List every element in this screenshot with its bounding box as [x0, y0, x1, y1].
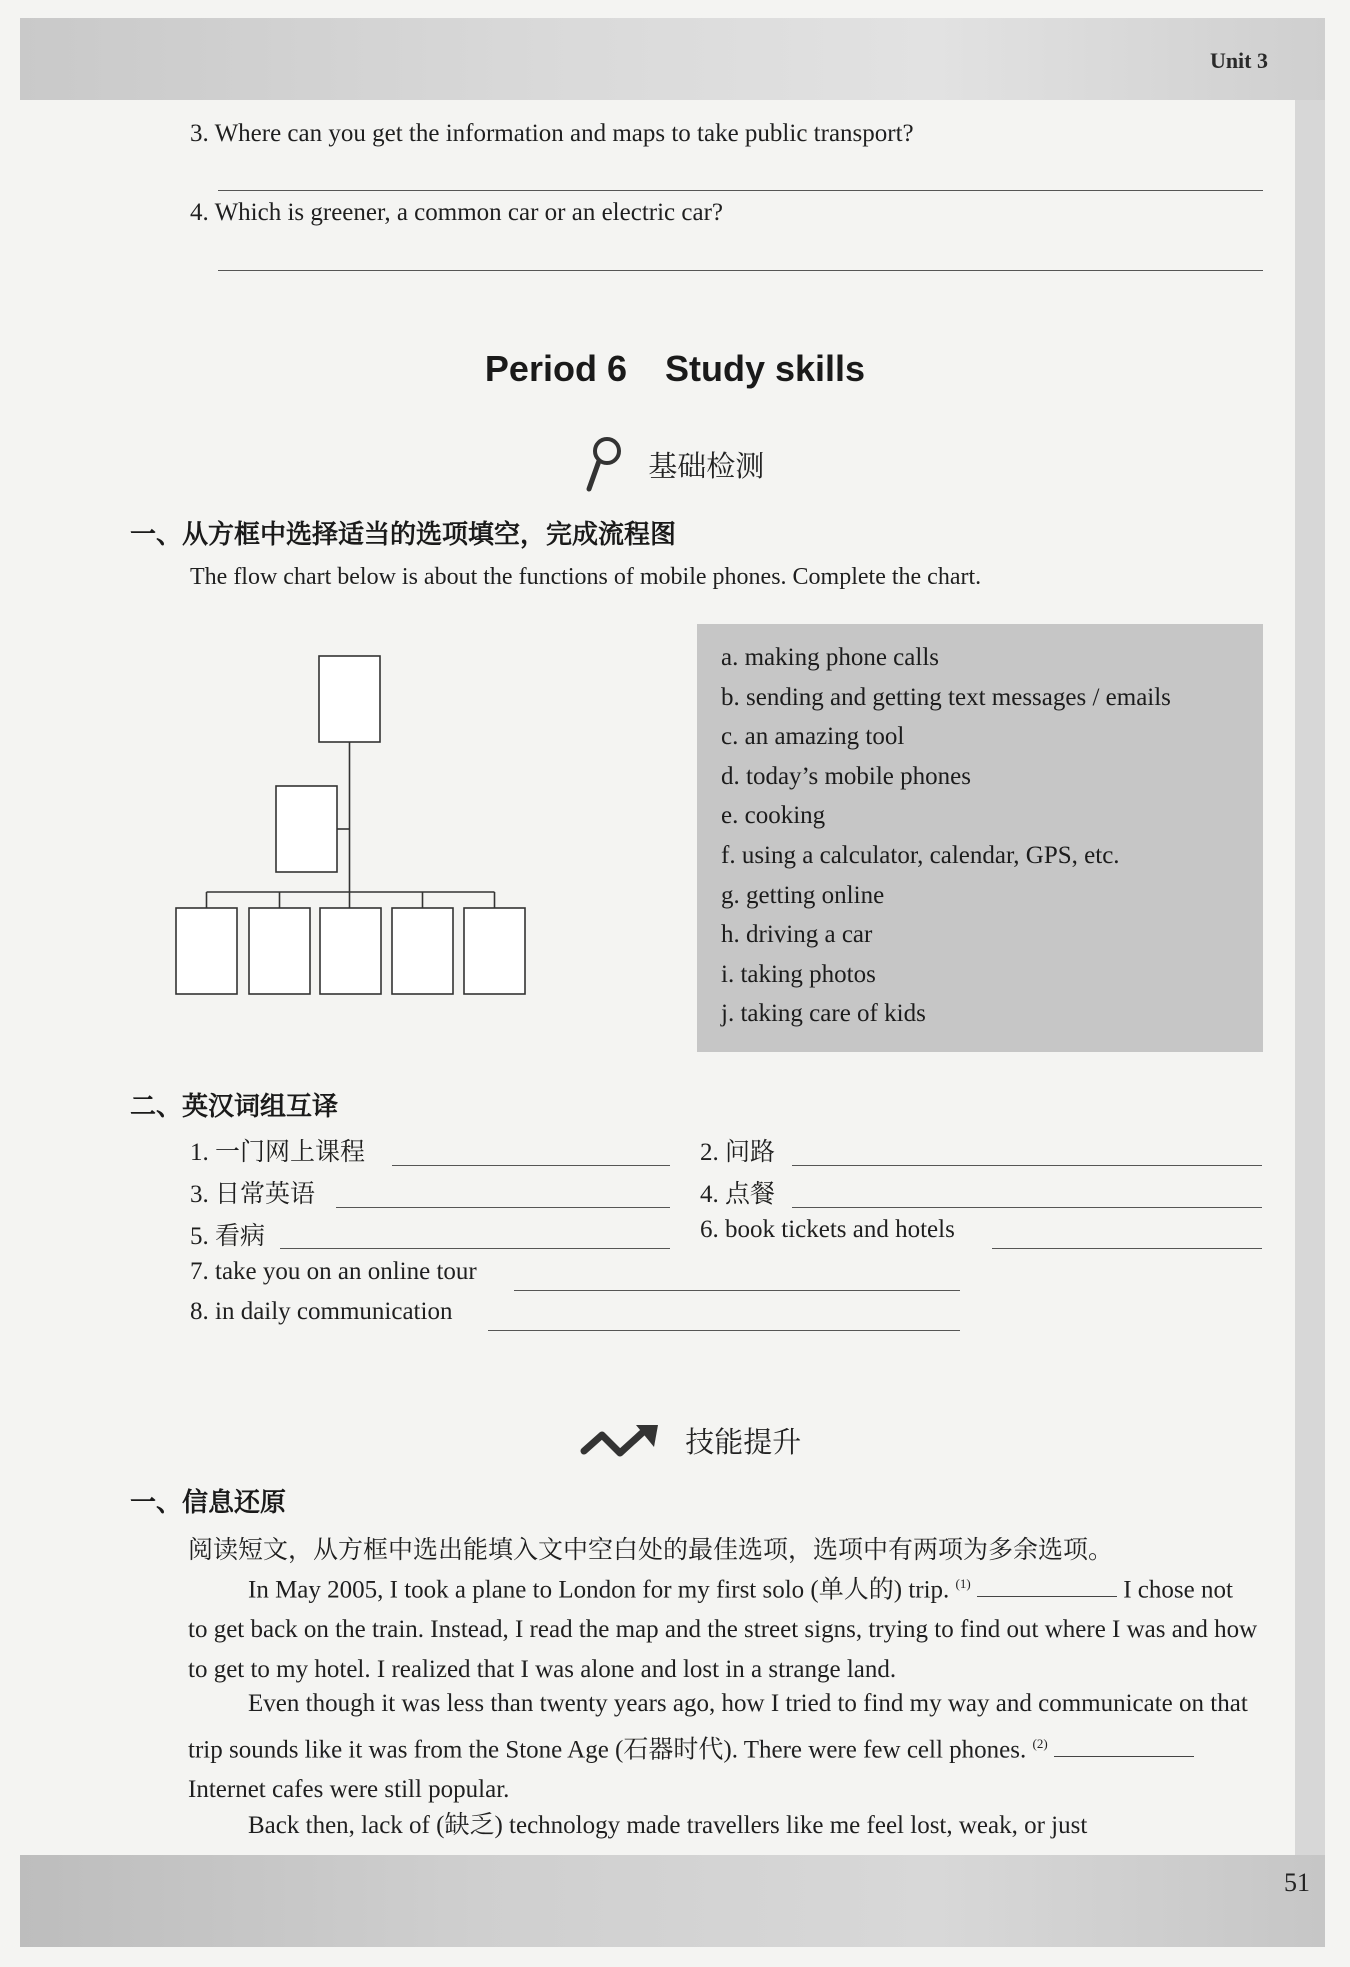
- translation-item-5: 5. 看病: [190, 1223, 266, 1250]
- passage-text: Even though it was less than twenty years ago, how I tried to find my way and communicate on that trip sounds like it was from the Stone Age (石器时代). There were few cell phones.: [188, 1690, 1248, 1764]
- question-3: [190, 120, 914, 148]
- translation-item-6: 6. book tickets and hotels: [700, 1216, 955, 1243]
- banner-skill-label: 技能提升: [685, 1425, 802, 1459]
- chart-box-leaf-4[interactable]: [392, 908, 453, 994]
- passage-text: Internet cafes were still popular.: [188, 1776, 510, 1804]
- chart-box-mid[interactable]: [276, 786, 337, 872]
- passage-paragraph-2: [188, 1684, 1258, 1810]
- period-topic: Study skills: [665, 348, 866, 389]
- option-item: c. an amazing tool: [721, 723, 905, 751]
- answer-line[interactable]: [392, 1165, 670, 1166]
- magnifier-icon: [585, 435, 625, 493]
- option-item: b. sending and getting text messages / emails: [721, 683, 1171, 711]
- period-title: [0, 348, 1350, 390]
- question-4: [190, 199, 723, 227]
- chart-box-leaf-2[interactable]: [249, 908, 310, 994]
- translation-item-4: 4. 点餐: [700, 1181, 776, 1208]
- question-text: Which is greener, a common car or an electric car?: [214, 199, 723, 226]
- option-item: a. making phone calls: [721, 644, 939, 671]
- answer-line[interactable]: [792, 1165, 1262, 1166]
- answer-line[interactable]: [488, 1330, 960, 1331]
- section1-heading: 一、从方框中选择适当的选项填空，完成流程图: [130, 520, 677, 550]
- passage-paragraph-3: Back then, lack of (缺乏) technology made travellers like me feel lost, weak, or just: [248, 1812, 1088, 1839]
- footer-band: [20, 1855, 1325, 1947]
- header-band: [20, 18, 1325, 100]
- question-number: 3.: [190, 120, 209, 147]
- answer-line[interactable]: [280, 1248, 670, 1249]
- period-label: Period 6: [484, 348, 627, 389]
- section3-instruction: 阅读短文，从方框中选出能填入文中空白处的最佳选项，选项中有两项为多余选项。: [188, 1537, 1114, 1564]
- answer-line[interactable]: [218, 270, 1263, 271]
- trend-arrow-icon: [580, 1421, 662, 1461]
- chart-box-leaf-5[interactable]: [464, 908, 525, 994]
- question-number: 4.: [190, 199, 209, 226]
- option-item: f. using a calculator, calendar, GPS, etc.: [721, 841, 1120, 869]
- banner-basic: [585, 435, 764, 493]
- section1-instruction: The flow chart below is about the functions of mobile phones. Complete the chart.: [190, 564, 982, 590]
- translation-item-3: 3. 日常英语: [190, 1181, 316, 1208]
- translation-item-7: 7. take you on an online tour: [190, 1258, 477, 1285]
- answer-blank[interactable]: [977, 1574, 1117, 1597]
- translation-item-1: 1. 一门网上课程: [190, 1139, 366, 1166]
- answer-line[interactable]: [514, 1290, 960, 1291]
- passage-text: I chose not to get back on the train. Instead, I read the map and the street signs, trying to find out where I was and how to get to my hotel. I realized that I was alone and lost in a strange land.: [188, 1576, 1258, 1684]
- option-item: d. today’s mobile phones: [721, 762, 971, 790]
- section3-heading: 一、信息还原: [130, 1488, 287, 1518]
- answer-line[interactable]: [218, 190, 1263, 191]
- section2-heading: 二、英汉词组互译: [130, 1092, 339, 1122]
- page-number: 51: [1284, 1868, 1310, 1897]
- answer-line[interactable]: [336, 1207, 670, 1208]
- option-item: g. getting online: [721, 881, 885, 909]
- options-box: [697, 624, 1263, 1052]
- chart-box-leaf-3[interactable]: [320, 908, 381, 994]
- translation-item-8: 8. in daily communication: [190, 1298, 453, 1325]
- chart-connectors: [207, 742, 495, 908]
- option-item: j. taking care of kids: [721, 1000, 926, 1028]
- translation-item-2: 2. 问路: [700, 1139, 776, 1166]
- blank-marker: (1): [955, 1576, 971, 1591]
- flow-chart: [170, 650, 540, 1007]
- unit-label: Unit 3: [1209, 48, 1268, 73]
- banner-skill: [580, 1420, 801, 1461]
- option-item: e. cooking: [721, 802, 826, 830]
- option-item: i. taking photos: [721, 960, 876, 988]
- banner-basic-label: 基础检测: [648, 448, 765, 483]
- answer-blank[interactable]: [1054, 1734, 1194, 1757]
- answer-line[interactable]: [792, 1207, 1262, 1208]
- passage-text: In May 2005, I took a plane to London for my first solo (单人的) trip.: [248, 1576, 950, 1604]
- chart-box-top[interactable]: [319, 656, 380, 742]
- option-item: h. driving a car: [721, 921, 873, 949]
- passage-paragraph-1: [188, 1564, 1258, 1690]
- answer-line[interactable]: [992, 1248, 1262, 1249]
- question-text: Where can you get the information and maps to take public transport?: [214, 120, 914, 147]
- chart-box-leaf-1[interactable]: [176, 908, 237, 994]
- blank-marker: (2): [1032, 1736, 1048, 1751]
